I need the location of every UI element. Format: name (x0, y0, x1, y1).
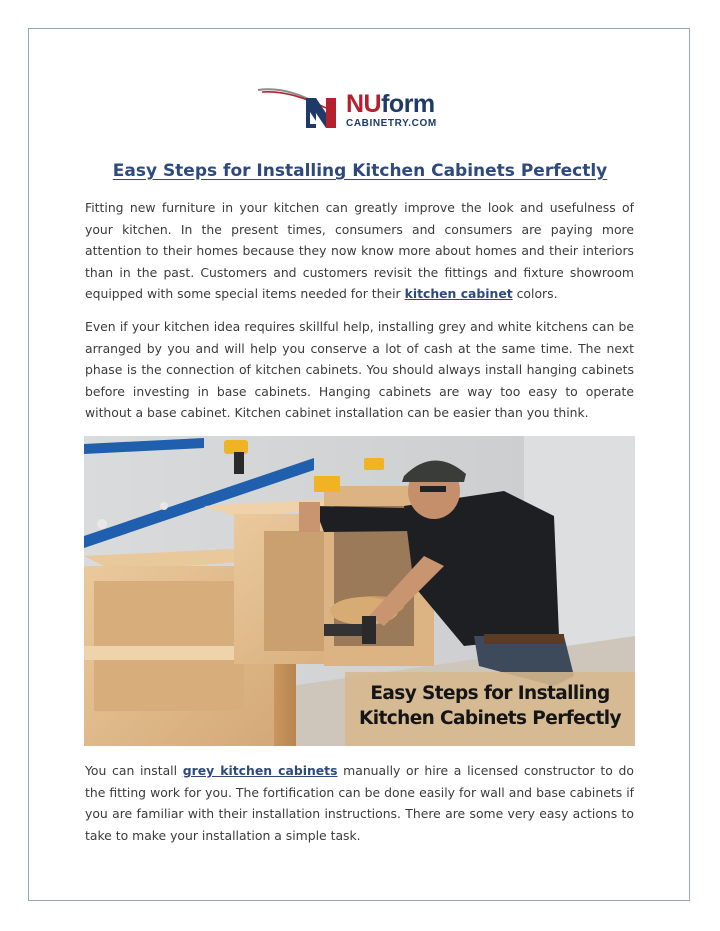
logo-brand: NUform (346, 90, 435, 118)
kitchen-cabinet-link[interactable]: kitchen cabinet (404, 286, 513, 302)
second-paragraph: Even if your kitchen idea requires skillful help, installing grey and white kitchens can be arranged by you and will help you conserve a lot of cash at the same time. The next phase is the connection of kitchen cabinets. You should always install hanging cabinets before investing in base cabinets. Hanging cabinets are way too easy to operate without a base cabinet. Kitchen cabinet installation can be easier than you think. (85, 319, 634, 421)
page-title: Easy Steps for Installing Kitchen Cabinets Perfectly (112, 161, 608, 181)
intro-paragraph: Fitting new furniture in your kitchen can greatly improve the look and usefulness of your kitchen. In the present times, consumers and consumers are paying more attention to their homes because they now know more about homes and their interiors than in the past. Customers and customers revisit the fittings and fixture showroom equipped with some special items needed for their kitchen cabinet colors. (85, 200, 634, 302)
hero-image (84, 436, 635, 746)
grey-kitchen-cabinets-link[interactable]: grey kitchen cabinets (182, 763, 338, 778)
hero-caption (345, 672, 635, 746)
logo-mark-icon (256, 84, 346, 134)
logo-subtitle: CABINETRY.COM (346, 118, 437, 129)
third-paragraph: You can install grey kitchen cabinets manually or hire a licensed constructor to do the fitting work for you. The fortification can be done easily for wall and base cabinets if you are familiar with their installation instructions. There are some very easy actions to take to make your installation a simple task. (85, 763, 634, 843)
hero-caption-line-2: Kitchen Cabinets Perfectly (359, 708, 621, 729)
hero-caption-line-1: Easy Steps for Installing (370, 683, 610, 704)
nuform-logo[interactable] (256, 84, 446, 134)
